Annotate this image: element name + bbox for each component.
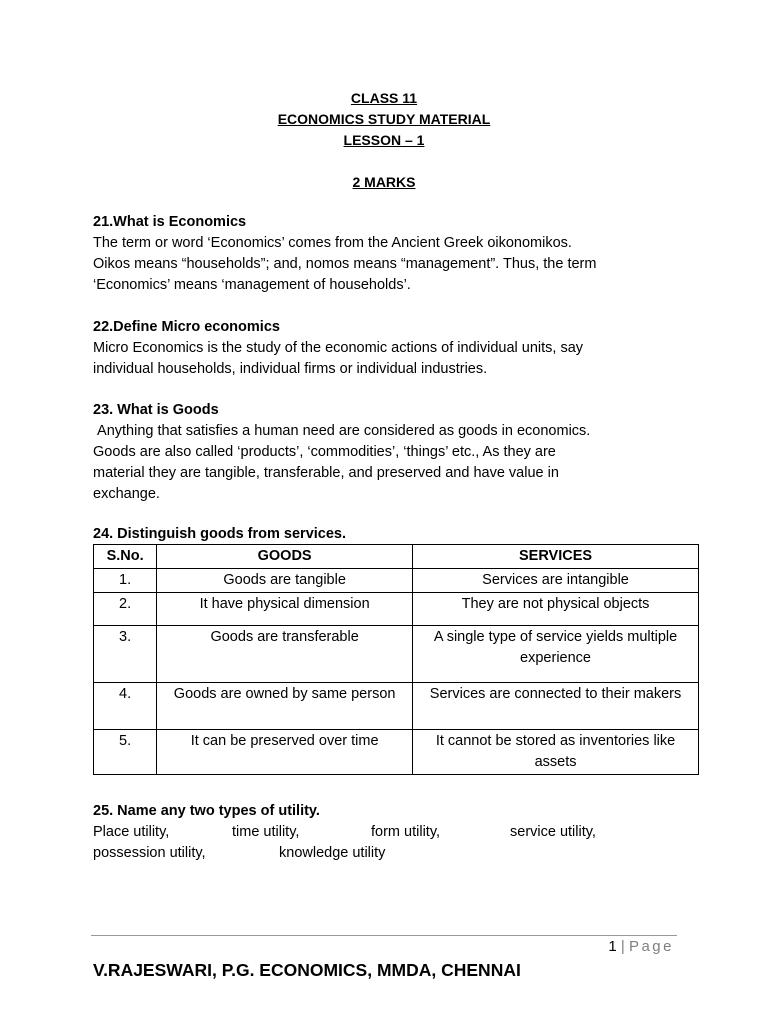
- utility-item: service utility,: [510, 824, 596, 840]
- lesson-heading: LESSON – 1: [343, 132, 425, 148]
- cell-sno: 1.: [94, 569, 157, 593]
- cell-goods: It can be preserved over time: [157, 730, 413, 775]
- page-label: Page: [628, 938, 674, 955]
- utility-list-line-1: [93, 822, 693, 843]
- cell-sno: 4.: [94, 683, 157, 730]
- goods-services-table: [93, 544, 699, 775]
- cell-sno: 5.: [94, 730, 157, 775]
- marks-heading: 2 MARKS: [352, 174, 416, 190]
- cell-goods: Goods are owned by same person: [157, 683, 413, 730]
- subject-heading: ECONOMICS STUDY MATERIAL: [277, 111, 491, 127]
- class-heading: CLASS 11: [350, 90, 418, 106]
- table-row: [94, 626, 699, 683]
- question-24: [93, 524, 693, 545]
- question-25: [93, 801, 693, 864]
- cell-services: They are not physical objects: [413, 593, 699, 626]
- page-number: [560, 936, 674, 958]
- cell-services: Services are connected to their makers: [413, 683, 699, 730]
- utility-list-line-2: [93, 843, 693, 864]
- question-22: [93, 317, 693, 380]
- utility-item: knowledge utility: [279, 845, 386, 861]
- question-25-title: 25. Name any two types of utility.: [93, 803, 320, 819]
- question-21-title: 21.What is Economics: [93, 214, 247, 230]
- question-23-answer: Anything that satisfies a human need are considered as goods in economics. Goods are also called ‘products’, ‘commodities’, ‘things’ etc., As they are material they are tangible, transferable, and preserved and have value in exchange.: [93, 423, 591, 502]
- cell-sno: 2.: [94, 593, 157, 626]
- cell-sno: 3.: [94, 626, 157, 683]
- question-22-answer: Micro Economics is the study of the economic actions of individual units, say individual households, individual firms or individual industries.: [93, 340, 584, 377]
- question-23: [93, 400, 693, 505]
- cell-goods: Goods are transferable: [157, 626, 413, 683]
- utility-item: Place utility,: [93, 824, 170, 840]
- table-header-row: [94, 545, 699, 569]
- cell-goods: Goods are tangible: [157, 569, 413, 593]
- header-sno: S.No.: [94, 545, 157, 569]
- table-row: [94, 569, 699, 593]
- utility-item: form utility,: [371, 824, 441, 840]
- header-services: SERVICES: [413, 545, 699, 569]
- cell-services: Services are intangible: [413, 569, 699, 593]
- question-21-answer: The term or word ‘Economics’ comes from the Ancient Greek oikonomikos. Oikos means “households”; and, nomos means “management”. Thus, the term ‘Economics’ means ‘management of households’.: [93, 235, 597, 293]
- table-row: [94, 683, 699, 730]
- author-footer: V.RAJESWARI, P.G. ECONOMICS, MMDA, CHENNAI: [93, 960, 521, 980]
- cell-services: It cannot be stored as inventories like assets: [413, 730, 699, 775]
- utility-item: time utility,: [232, 824, 300, 840]
- page-number-value: 1: [608, 938, 617, 955]
- table-row: [94, 730, 699, 775]
- utility-item: possession utility,: [93, 845, 206, 861]
- question-21: [93, 212, 693, 296]
- table-row: [94, 593, 699, 626]
- question-24-title: 24. Distinguish goods from services.: [93, 526, 347, 542]
- header-goods: GOODS: [157, 545, 413, 569]
- cell-services: A single type of service yields multiple experience: [413, 626, 699, 683]
- question-22-title: 22.Define Micro economics: [93, 319, 280, 335]
- question-23-title: 23. What is Goods: [93, 402, 219, 418]
- page-number-separator: |: [620, 938, 625, 955]
- cell-goods: It have physical dimension: [157, 593, 413, 626]
